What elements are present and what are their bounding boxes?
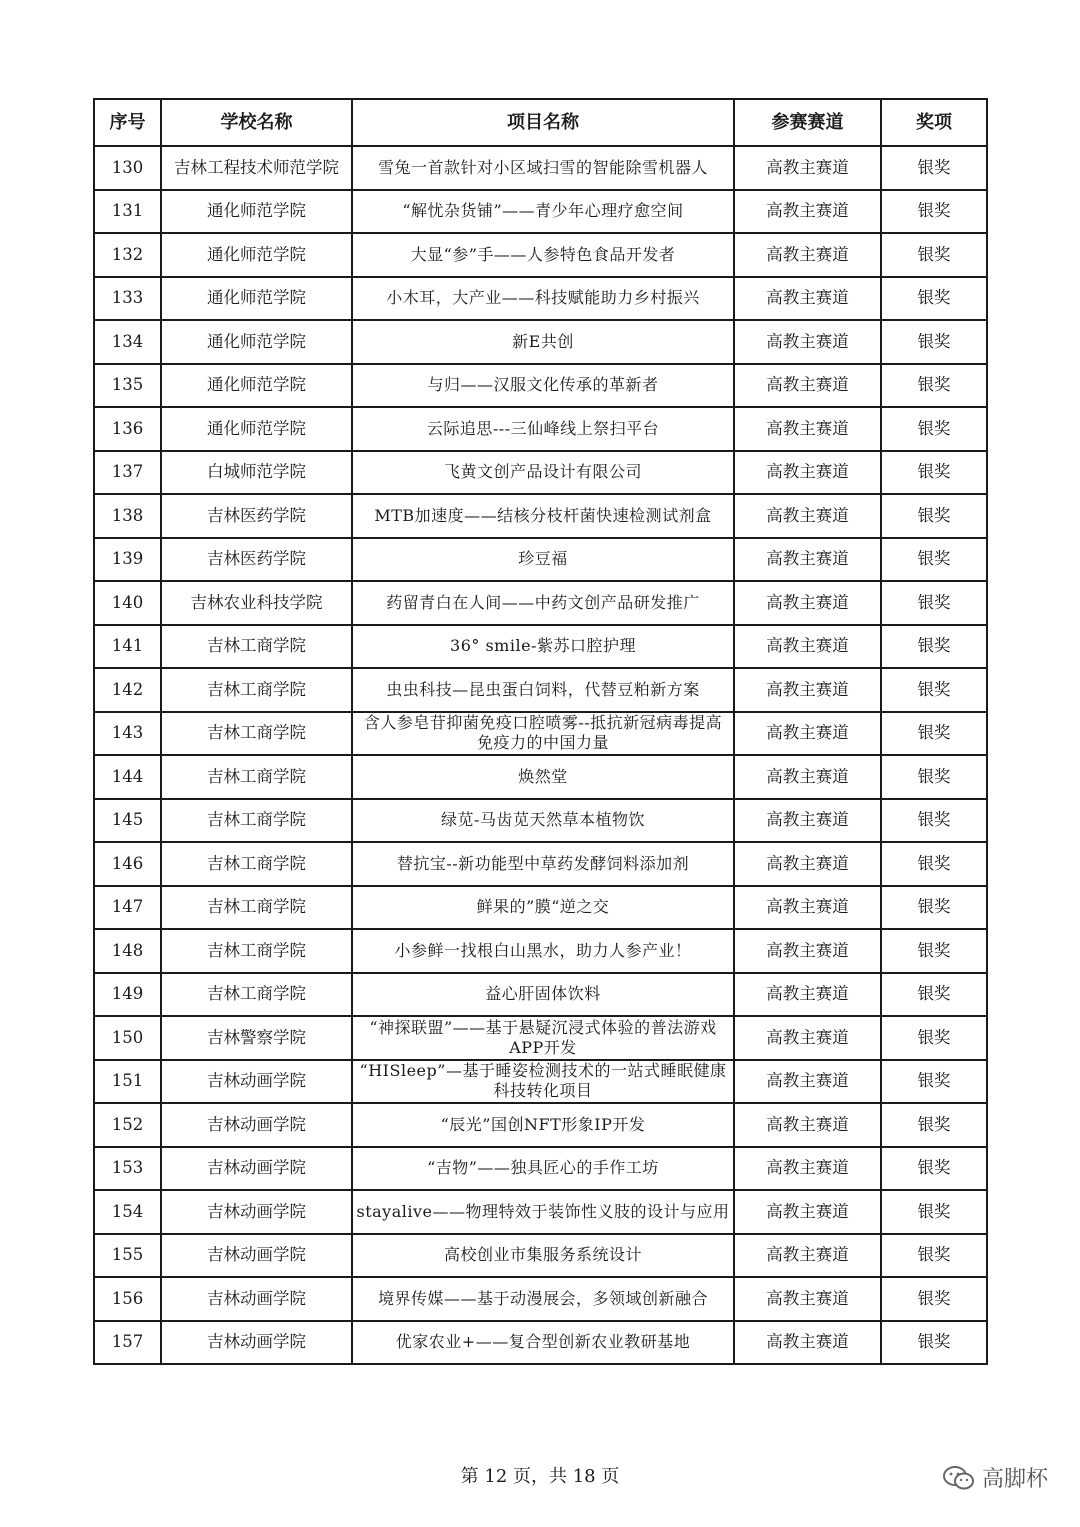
table-row bbox=[94, 407, 987, 451]
table-row bbox=[94, 625, 987, 669]
cell-project: “辰光”国创NFT形象IP开发 bbox=[352, 1103, 734, 1147]
cell-track: 高教主赛道 bbox=[734, 364, 881, 408]
cell-project: 36° smile-紫苏口腔护理 bbox=[352, 625, 734, 669]
cell-project: 鲜果的”膜“逆之交 bbox=[352, 886, 734, 930]
cell-award: 银奖 bbox=[881, 1277, 987, 1321]
cell-school: 吉林动画学院 bbox=[161, 1147, 352, 1191]
cell-project: stayalive——物理特效于装饰性义肢的设计与应用 bbox=[352, 1190, 734, 1234]
cell-award: 银奖 bbox=[881, 1016, 987, 1060]
cell-track: 高教主赛道 bbox=[734, 712, 881, 756]
cell-award: 银奖 bbox=[881, 668, 987, 712]
table-row bbox=[94, 799, 987, 843]
cell-school: 吉林医药学院 bbox=[161, 494, 352, 538]
cell-index: 147 bbox=[94, 886, 161, 930]
cell-index: 132 bbox=[94, 233, 161, 277]
cell-index: 145 bbox=[94, 799, 161, 843]
cell-award: 银奖 bbox=[881, 973, 987, 1017]
cell-school: 吉林动画学院 bbox=[161, 1060, 352, 1104]
table-header-row bbox=[94, 99, 987, 146]
cell-school: 吉林农业科技学院 bbox=[161, 581, 352, 625]
cell-index: 141 bbox=[94, 625, 161, 669]
cell-project: 大显“参”手——人参特色食品开发者 bbox=[352, 233, 734, 277]
cell-award: 银奖 bbox=[881, 886, 987, 930]
watermark-text: 高脚杯 bbox=[981, 1467, 1048, 1492]
cell-project: 飞黄文创产品设计有限公司 bbox=[352, 451, 734, 495]
cell-index: 149 bbox=[94, 973, 161, 1017]
cell-award: 银奖 bbox=[881, 1321, 987, 1365]
watermark bbox=[942, 1462, 1048, 1493]
page-number: 第 12 页，共 18 页 bbox=[460, 1466, 620, 1487]
cell-school: 吉林工商学院 bbox=[161, 973, 352, 1017]
cell-school: 吉林工商学院 bbox=[161, 886, 352, 930]
header-school: 学校名称 bbox=[161, 99, 352, 146]
table-row bbox=[94, 538, 987, 582]
cell-school: 通化师范学院 bbox=[161, 190, 352, 234]
cell-track: 高教主赛道 bbox=[734, 190, 881, 234]
cell-project: 与归——汉服文化传承的革新者 bbox=[352, 364, 734, 408]
header-project: 项目名称 bbox=[352, 99, 734, 146]
cell-award: 银奖 bbox=[881, 407, 987, 451]
cell-index: 139 bbox=[94, 538, 161, 582]
cell-award: 银奖 bbox=[881, 494, 987, 538]
cell-school: 白城师范学院 bbox=[161, 451, 352, 495]
table-row bbox=[94, 364, 987, 408]
cell-award: 银奖 bbox=[881, 755, 987, 799]
cell-project: 绿苋-马齿苋天然草本植物饮 bbox=[352, 799, 734, 843]
cell-school: 吉林工程技术师范学院 bbox=[161, 146, 352, 190]
cell-project: “HISleep”—基于睡姿检测技术的一站式睡眠健康科技转化项目 bbox=[352, 1060, 734, 1104]
cell-school: 通化师范学院 bbox=[161, 407, 352, 451]
cell-project: 雪兔一首款针对小区域扫雪的智能除雪机器人 bbox=[352, 146, 734, 190]
table-row bbox=[94, 233, 987, 277]
table-row bbox=[94, 320, 987, 364]
cell-school: 吉林工商学院 bbox=[161, 625, 352, 669]
cell-award: 银奖 bbox=[881, 799, 987, 843]
wechat-icon bbox=[942, 1465, 976, 1491]
cell-award: 银奖 bbox=[881, 233, 987, 277]
cell-award: 银奖 bbox=[881, 1147, 987, 1191]
cell-index: 157 bbox=[94, 1321, 161, 1365]
cell-project: 高校创业市集服务系统设计 bbox=[352, 1234, 734, 1278]
cell-index: 136 bbox=[94, 407, 161, 451]
cell-award: 银奖 bbox=[881, 929, 987, 973]
cell-award: 银奖 bbox=[881, 1190, 987, 1234]
cell-index: 142 bbox=[94, 668, 161, 712]
cell-school: 通化师范学院 bbox=[161, 320, 352, 364]
cell-project: 境界传媒——基于动漫展会，多领域创新融合 bbox=[352, 1277, 734, 1321]
cell-award: 银奖 bbox=[881, 538, 987, 582]
cell-award: 银奖 bbox=[881, 320, 987, 364]
cell-track: 高教主赛道 bbox=[734, 1234, 881, 1278]
table-row bbox=[94, 929, 987, 973]
cell-track: 高教主赛道 bbox=[734, 494, 881, 538]
cell-school: 吉林工商学院 bbox=[161, 712, 352, 756]
table-row bbox=[94, 1016, 987, 1060]
cell-index: 156 bbox=[94, 1277, 161, 1321]
cell-index: 131 bbox=[94, 190, 161, 234]
cell-index: 146 bbox=[94, 842, 161, 886]
cell-award: 银奖 bbox=[881, 625, 987, 669]
cell-index: 140 bbox=[94, 581, 161, 625]
cell-index: 143 bbox=[94, 712, 161, 756]
cell-school: 通化师范学院 bbox=[161, 277, 352, 321]
cell-school: 吉林工商学院 bbox=[161, 929, 352, 973]
cell-school: 吉林警察学院 bbox=[161, 1016, 352, 1060]
cell-project: 珍豆福 bbox=[352, 538, 734, 582]
cell-track: 高教主赛道 bbox=[734, 1060, 881, 1104]
cell-project: “神探联盟”——基于悬疑沉浸式体验的普法游戏APP开发 bbox=[352, 1016, 734, 1060]
table-row bbox=[94, 1147, 987, 1191]
cell-track: 高教主赛道 bbox=[734, 538, 881, 582]
cell-project: 药留青白在人间——中药文创产品研发推广 bbox=[352, 581, 734, 625]
header-track: 参赛赛道 bbox=[734, 99, 881, 146]
cell-school: 吉林工商学院 bbox=[161, 755, 352, 799]
cell-track: 高教主赛道 bbox=[734, 929, 881, 973]
table-row bbox=[94, 886, 987, 930]
cell-project: MTB加速度——结核分枝杆菌快速检测试剂盒 bbox=[352, 494, 734, 538]
cell-track: 高教主赛道 bbox=[734, 799, 881, 843]
table-row bbox=[94, 973, 987, 1017]
cell-track: 高教主赛道 bbox=[734, 1103, 881, 1147]
header-award: 奖项 bbox=[881, 99, 987, 146]
cell-index: 133 bbox=[94, 277, 161, 321]
cell-award: 银奖 bbox=[881, 451, 987, 495]
cell-index: 144 bbox=[94, 755, 161, 799]
cell-track: 高教主赛道 bbox=[734, 1277, 881, 1321]
table-row bbox=[94, 1103, 987, 1147]
cell-school: 吉林工商学院 bbox=[161, 668, 352, 712]
table-row bbox=[94, 1234, 987, 1278]
cell-track: 高教主赛道 bbox=[734, 625, 881, 669]
cell-track: 高教主赛道 bbox=[734, 886, 881, 930]
table-row bbox=[94, 712, 987, 756]
table-row bbox=[94, 190, 987, 234]
cell-index: 148 bbox=[94, 929, 161, 973]
cell-award: 银奖 bbox=[881, 712, 987, 756]
cell-project: 优家农业+——复合型创新农业教研基地 bbox=[352, 1321, 734, 1365]
cell-award: 银奖 bbox=[881, 277, 987, 321]
cell-project: 小木耳，大产业——科技赋能助力乡村振兴 bbox=[352, 277, 734, 321]
cell-project: “吉物”——独具匠心的手作工坊 bbox=[352, 1147, 734, 1191]
table-row bbox=[94, 1060, 987, 1104]
cell-track: 高教主赛道 bbox=[734, 1190, 881, 1234]
cell-award: 银奖 bbox=[881, 190, 987, 234]
cell-index: 154 bbox=[94, 1190, 161, 1234]
cell-award: 银奖 bbox=[881, 581, 987, 625]
table-row bbox=[94, 277, 987, 321]
cell-award: 银奖 bbox=[881, 1103, 987, 1147]
cell-award: 银奖 bbox=[881, 1234, 987, 1278]
cell-track: 高教主赛道 bbox=[734, 1147, 881, 1191]
cell-index: 150 bbox=[94, 1016, 161, 1060]
cell-track: 高教主赛道 bbox=[734, 146, 881, 190]
table-row bbox=[94, 1321, 987, 1365]
cell-school: 吉林动画学院 bbox=[161, 1321, 352, 1365]
cell-school: 吉林动画学院 bbox=[161, 1103, 352, 1147]
cell-index: 138 bbox=[94, 494, 161, 538]
table-row bbox=[94, 146, 987, 190]
awards-table bbox=[93, 98, 988, 1365]
cell-school: 吉林动画学院 bbox=[161, 1234, 352, 1278]
cell-award: 银奖 bbox=[881, 842, 987, 886]
table-row bbox=[94, 451, 987, 495]
cell-award: 银奖 bbox=[881, 364, 987, 408]
cell-project: 新E共创 bbox=[352, 320, 734, 364]
cell-index: 155 bbox=[94, 1234, 161, 1278]
cell-index: 130 bbox=[94, 146, 161, 190]
cell-track: 高教主赛道 bbox=[734, 842, 881, 886]
cell-index: 134 bbox=[94, 320, 161, 364]
cell-award: 银奖 bbox=[881, 1060, 987, 1104]
cell-project: “解忧杂货铺”——青少年心理疗愈空间 bbox=[352, 190, 734, 234]
cell-index: 135 bbox=[94, 364, 161, 408]
cell-project: 益心肝固体饮料 bbox=[352, 973, 734, 1017]
cell-track: 高教主赛道 bbox=[734, 320, 881, 364]
cell-track: 高教主赛道 bbox=[734, 973, 881, 1017]
cell-project: 含人参皂苷抑菌免疫口腔喷雾--抵抗新冠病毒提高免疫力的中国力量 bbox=[352, 712, 734, 756]
cell-track: 高教主赛道 bbox=[734, 233, 881, 277]
cell-track: 高教主赛道 bbox=[734, 1321, 881, 1365]
table-row bbox=[94, 1190, 987, 1234]
cell-track: 高教主赛道 bbox=[734, 451, 881, 495]
table-row bbox=[94, 842, 987, 886]
table-row bbox=[94, 1277, 987, 1321]
cell-track: 高教主赛道 bbox=[734, 277, 881, 321]
cell-track: 高教主赛道 bbox=[734, 407, 881, 451]
cell-award: 银奖 bbox=[881, 146, 987, 190]
table-row bbox=[94, 668, 987, 712]
cell-track: 高教主赛道 bbox=[734, 755, 881, 799]
cell-track: 高教主赛道 bbox=[734, 1016, 881, 1060]
cell-track: 高教主赛道 bbox=[734, 668, 881, 712]
cell-school: 吉林动画学院 bbox=[161, 1277, 352, 1321]
cell-index: 153 bbox=[94, 1147, 161, 1191]
cell-index: 137 bbox=[94, 451, 161, 495]
cell-school: 吉林工商学院 bbox=[161, 842, 352, 886]
cell-index: 152 bbox=[94, 1103, 161, 1147]
table-row bbox=[94, 755, 987, 799]
cell-project: 小参鲜一找根白山黑水，助力人参产业！ bbox=[352, 929, 734, 973]
cell-school: 通化师范学院 bbox=[161, 364, 352, 408]
header-index: 序号 bbox=[94, 99, 161, 146]
cell-school: 吉林动画学院 bbox=[161, 1190, 352, 1234]
cell-project: 虫虫科技—昆虫蛋白饲料，代替豆粕新方案 bbox=[352, 668, 734, 712]
table-row bbox=[94, 581, 987, 625]
cell-track: 高教主赛道 bbox=[734, 581, 881, 625]
cell-school: 吉林医药学院 bbox=[161, 538, 352, 582]
cell-school: 吉林工商学院 bbox=[161, 799, 352, 843]
cell-school: 通化师范学院 bbox=[161, 233, 352, 277]
table-row bbox=[94, 494, 987, 538]
cell-index: 151 bbox=[94, 1060, 161, 1104]
cell-project: 云际追思---三仙峰线上祭扫平台 bbox=[352, 407, 734, 451]
cell-project: 替抗宝--新功能型中草药发酵饲料添加剂 bbox=[352, 842, 734, 886]
cell-project: 焕然堂 bbox=[352, 755, 734, 799]
